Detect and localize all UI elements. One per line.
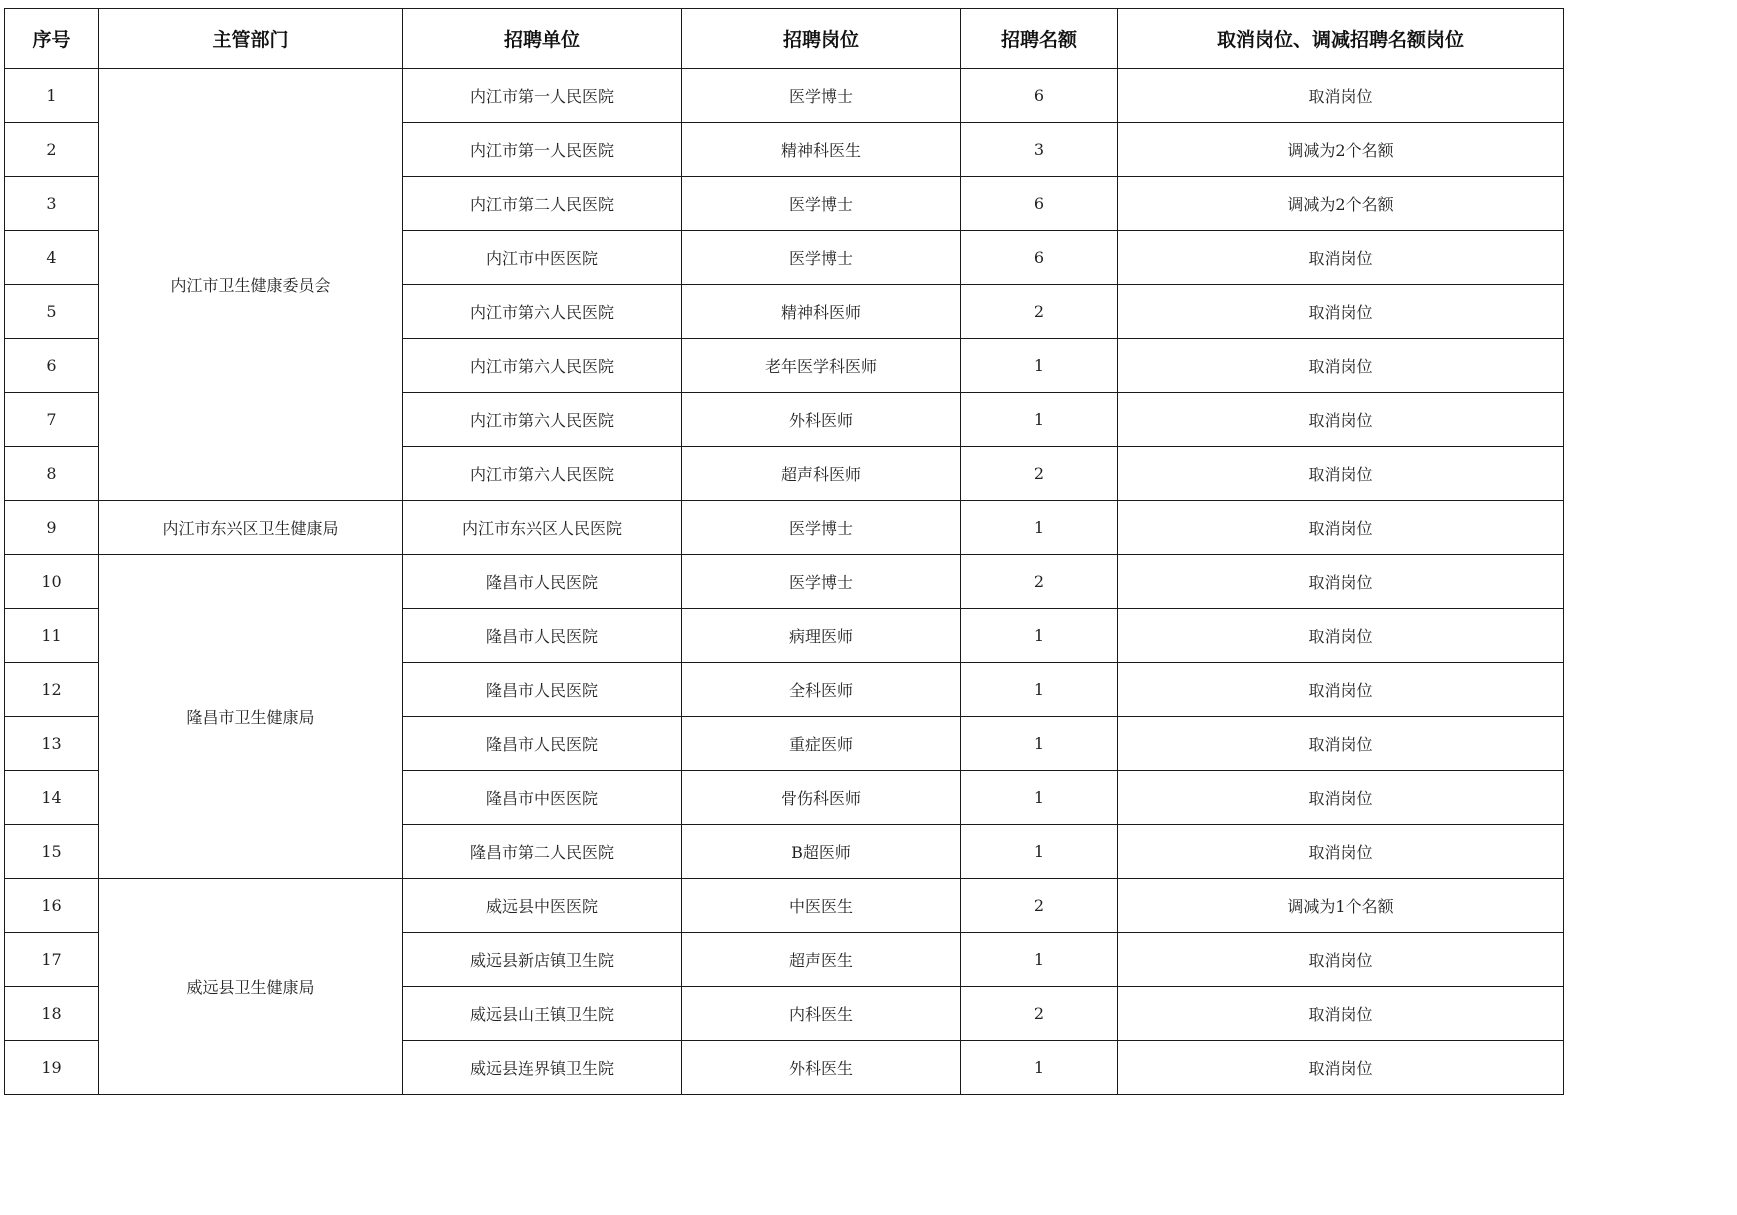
quota-cell: 2 (961, 987, 1118, 1041)
serial-number-cell: 12 (5, 663, 99, 717)
serial-number-cell: 5 (5, 285, 99, 339)
quota-cell: 1 (961, 501, 1118, 555)
recruiting-unit-cell: 内江市第六人民医院 (403, 393, 682, 447)
serial-number-cell: 16 (5, 879, 99, 933)
recruiting-unit-cell: 隆昌市第二人民医院 (403, 825, 682, 879)
position-cell: 外科医师 (682, 393, 961, 447)
adjustment-cell: 取消岗位 (1118, 717, 1564, 771)
table-row (5, 501, 1564, 555)
serial-number-cell: 14 (5, 771, 99, 825)
recruiting-unit-cell: 隆昌市人民医院 (403, 717, 682, 771)
quota-cell: 2 (961, 879, 1118, 933)
serial-number-cell: 1 (5, 69, 99, 123)
adjustment-cell: 调减为1个名额 (1118, 879, 1564, 933)
position-cell: B超医师 (682, 825, 961, 879)
quota-cell: 1 (961, 771, 1118, 825)
quota-cell: 1 (961, 1041, 1118, 1095)
adjustment-cell: 取消岗位 (1118, 231, 1564, 285)
department-cell: 威远县卫生健康局 (99, 879, 403, 1095)
serial-number-cell: 3 (5, 177, 99, 231)
recruiting-unit-cell: 内江市东兴区人民医院 (403, 501, 682, 555)
serial-number-cell: 11 (5, 609, 99, 663)
adjustment-cell: 调减为2个名额 (1118, 123, 1564, 177)
recruiting-unit-cell: 威远县中医医院 (403, 879, 682, 933)
position-cell: 医学博士 (682, 501, 961, 555)
adjustment-cell: 调减为2个名额 (1118, 177, 1564, 231)
position-cell: 内科医生 (682, 987, 961, 1041)
position-cell: 超声科医师 (682, 447, 961, 501)
serial-number-cell: 9 (5, 501, 99, 555)
header-adjustment: 取消岗位、调减招聘名额岗位 (1118, 9, 1564, 69)
quota-cell: 1 (961, 717, 1118, 771)
quota-cell: 6 (961, 231, 1118, 285)
recruiting-unit-cell: 内江市第六人民医院 (403, 447, 682, 501)
position-cell: 中医医生 (682, 879, 961, 933)
position-cell: 医学博士 (682, 177, 961, 231)
adjustment-cell: 取消岗位 (1118, 393, 1564, 447)
recruiting-unit-cell: 内江市第六人民医院 (403, 339, 682, 393)
quota-cell: 2 (961, 555, 1118, 609)
position-cell: 老年医学科医师 (682, 339, 961, 393)
adjustment-cell: 取消岗位 (1118, 771, 1564, 825)
recruiting-unit-cell: 威远县山王镇卫生院 (403, 987, 682, 1041)
recruiting-unit-cell: 隆昌市人民医院 (403, 609, 682, 663)
position-cell: 超声医生 (682, 933, 961, 987)
recruitment-adjustment-table (4, 8, 1564, 1095)
quota-cell: 1 (961, 825, 1118, 879)
serial-number-cell: 6 (5, 339, 99, 393)
serial-number-cell: 10 (5, 555, 99, 609)
quota-cell: 2 (961, 447, 1118, 501)
header-serial-number: 序号 (5, 9, 99, 69)
adjustment-cell: 取消岗位 (1118, 501, 1564, 555)
quota-cell: 1 (961, 393, 1118, 447)
serial-number-cell: 8 (5, 447, 99, 501)
position-cell: 重症医师 (682, 717, 961, 771)
position-cell: 外科医生 (682, 1041, 961, 1095)
adjustment-cell: 取消岗位 (1118, 609, 1564, 663)
position-cell: 全科医师 (682, 663, 961, 717)
position-cell: 骨伤科医师 (682, 771, 961, 825)
table-row (5, 879, 1564, 933)
adjustment-cell: 取消岗位 (1118, 339, 1564, 393)
recruiting-unit-cell: 隆昌市人民医院 (403, 663, 682, 717)
recruiting-unit-cell: 威远县连界镇卫生院 (403, 1041, 682, 1095)
quota-cell: 6 (961, 177, 1118, 231)
adjustment-cell: 取消岗位 (1118, 1041, 1564, 1095)
table-row (5, 555, 1564, 609)
quota-cell: 1 (961, 933, 1118, 987)
recruiting-unit-cell: 内江市第六人民医院 (403, 285, 682, 339)
position-cell: 医学博士 (682, 69, 961, 123)
adjustment-cell: 取消岗位 (1118, 69, 1564, 123)
adjustment-cell: 取消岗位 (1118, 447, 1564, 501)
recruiting-unit-cell: 内江市第一人民医院 (403, 123, 682, 177)
serial-number-cell: 2 (5, 123, 99, 177)
table-row (5, 69, 1564, 123)
serial-number-cell: 18 (5, 987, 99, 1041)
adjustment-cell: 取消岗位 (1118, 663, 1564, 717)
position-cell: 病理医师 (682, 609, 961, 663)
serial-number-cell: 13 (5, 717, 99, 771)
department-cell: 隆昌市卫生健康局 (99, 555, 403, 879)
header-recruiting-unit: 招聘单位 (403, 9, 682, 69)
quota-cell: 1 (961, 663, 1118, 717)
serial-number-cell: 19 (5, 1041, 99, 1095)
department-cell: 内江市卫生健康委员会 (99, 69, 403, 501)
serial-number-cell: 7 (5, 393, 99, 447)
header-quota: 招聘名额 (961, 9, 1118, 69)
recruiting-unit-cell: 内江市第二人民医院 (403, 177, 682, 231)
department-cell: 内江市东兴区卫生健康局 (99, 501, 403, 555)
header-row (5, 9, 1564, 69)
position-cell: 精神科医师 (682, 285, 961, 339)
recruiting-unit-cell: 隆昌市中医医院 (403, 771, 682, 825)
serial-number-cell: 4 (5, 231, 99, 285)
quota-cell: 6 (961, 69, 1118, 123)
adjustment-cell: 取消岗位 (1118, 933, 1564, 987)
quota-cell: 1 (961, 609, 1118, 663)
adjustment-cell: 取消岗位 (1118, 987, 1564, 1041)
recruiting-unit-cell: 内江市第一人民医院 (403, 69, 682, 123)
recruiting-unit-cell: 威远县新店镇卫生院 (403, 933, 682, 987)
quota-cell: 2 (961, 285, 1118, 339)
position-cell: 医学博士 (682, 231, 961, 285)
quota-cell: 3 (961, 123, 1118, 177)
recruiting-unit-cell: 内江市中医医院 (403, 231, 682, 285)
adjustment-cell: 取消岗位 (1118, 285, 1564, 339)
serial-number-cell: 17 (5, 933, 99, 987)
serial-number-cell: 15 (5, 825, 99, 879)
header-department: 主管部门 (99, 9, 403, 69)
quota-cell: 1 (961, 339, 1118, 393)
adjustment-cell: 取消岗位 (1118, 555, 1564, 609)
header-position: 招聘岗位 (682, 9, 961, 69)
recruiting-unit-cell: 隆昌市人民医院 (403, 555, 682, 609)
position-cell: 医学博士 (682, 555, 961, 609)
adjustment-cell: 取消岗位 (1118, 825, 1564, 879)
position-cell: 精神科医生 (682, 123, 961, 177)
